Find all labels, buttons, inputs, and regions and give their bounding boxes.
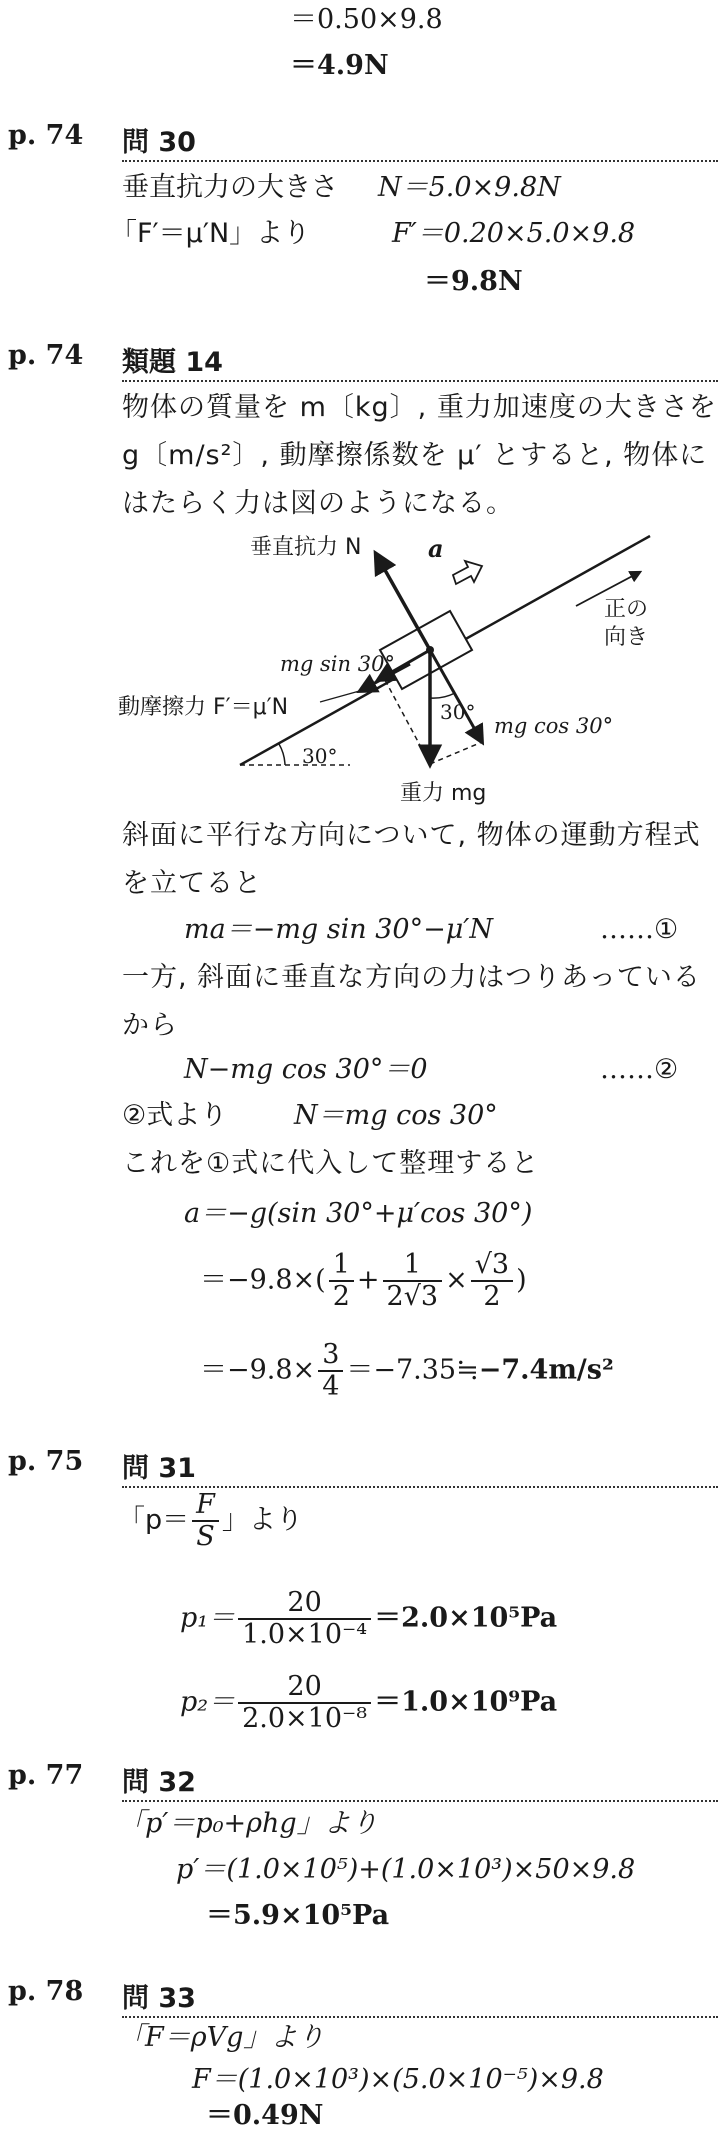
r14-eq-2: N−mg cos 30°＝0 <box>184 1054 428 1085</box>
q33-line-1: 「F＝ρVg」より <box>118 2022 325 2053</box>
q30-title: 問 30 <box>122 127 196 158</box>
r14-para-4: これを①式に代入して整理すると <box>122 1148 540 1179</box>
q33-line-3: ＝0.49N <box>206 2100 324 2131</box>
r14-page-ref: p. 74 <box>8 340 84 371</box>
q32-page-ref: p. 77 <box>8 1760 84 1791</box>
acceleration-arrow <box>453 561 482 584</box>
fig-positive-label-2: 向き <box>604 625 649 650</box>
q30-row1-label: 垂直抗力の大きさ <box>122 172 338 203</box>
q33-line-2: F＝(1.0×10³)×(5.0×10⁻⁵)×9.8 <box>192 2064 604 2095</box>
q32-line-2: p′＝(1.0×10⁵)+(1.0×10³)×50×9.8 <box>176 1854 636 1885</box>
r14-divider <box>122 380 718 382</box>
top-eq-line-2: ＝4.9N <box>290 50 389 81</box>
q30-page-ref: p. 74 <box>8 120 84 151</box>
fig-mgcos-label: mg cos 30° <box>494 714 614 738</box>
mgcos-arrow <box>430 650 482 742</box>
q31-divider <box>122 1486 718 1488</box>
q32-line-1: 「p′＝p₀+ρhg」より <box>118 1808 378 1839</box>
base-angle-arc <box>279 744 285 765</box>
r14-eq-3: N＝mg cos 30° <box>294 1100 498 1131</box>
center-dot <box>426 646 434 654</box>
q33-divider <box>122 2016 718 2018</box>
normal-force-arrow <box>376 554 430 650</box>
q30-row2-label: 「F′＝μ′N」より <box>110 218 311 249</box>
decomp-dash-3 <box>385 680 430 764</box>
r14-para-2: 斜面に平行な方向について, 物体の運動方程式を立てると <box>122 820 701 899</box>
q30-row3-eq: ＝9.8N <box>424 266 523 297</box>
r14-eq-5: ＝−9.8×( $\frac{1}{2}$ + $\frac{1}{2√3}$ × $\frac{√3}{2}$ ) <box>200 1249 527 1312</box>
fig-normal-label: 垂直抗力 N <box>250 535 362 560</box>
fig-friction-label: 動摩擦力 F′＝μ′N <box>118 695 289 720</box>
q32-divider <box>122 1800 718 1802</box>
q33-page-ref: p. 78 <box>8 1976 84 2007</box>
fig-accel-label: a <box>428 534 444 563</box>
r14-eq-1: ma＝−mg sin 30°−μ′N <box>184 914 494 945</box>
top-eq-line-1: ＝0.50×9.8 <box>290 4 443 35</box>
q31-p2: p₂＝ $\frac{20}{\text{2.0×10⁻⁸}}$ ＝1.0×10⁹Pa <box>180 1671 558 1734</box>
r14-eq-4: a＝−g(sin 30°+μ′cos 30°) <box>184 1198 533 1229</box>
r14-eq-1-tag: ……① <box>600 914 679 945</box>
q30-row2-eq: F′＝0.20×5.0×9.8 <box>392 218 636 249</box>
fig-angle-inner: 30° <box>440 700 476 724</box>
fig-angle-base: 30° <box>302 744 338 768</box>
fig-gravity-label: 重力 mg <box>400 781 487 806</box>
q31-p1: p₁＝ $\frac{20}{\text{1.0×10⁻⁴}}$ ＝2.0×10⁵Pa <box>180 1587 558 1650</box>
q32-line-3: ＝5.9×10⁵Pa <box>206 1900 390 1931</box>
q30-divider <box>122 160 718 162</box>
q30-row1-eq: N＝5.0×9.8N <box>378 172 561 203</box>
q33-title: 問 33 <box>122 1983 196 2014</box>
q32-title: 問 32 <box>122 1767 196 1798</box>
r14-eq-6: ＝−9.8× $\frac{3}{4}$ ＝−7.35≒−7.4m/s² <box>200 1339 614 1402</box>
r14-para-1: 物体の質量を m〔kg〕, 重力加速度の大きさを g〔m/s²〕, 動摩擦係数を μ′ とすると, 物体にはたらく力は図のようになる。 <box>122 392 717 519</box>
r14-para-3: 一方, 斜面に垂直な方向の力はつりあっているから <box>122 962 701 1041</box>
q31-page-ref: p. 75 <box>8 1446 84 1477</box>
decomp-dash-2 <box>430 742 482 764</box>
r14-title: 類題 14 <box>122 347 223 378</box>
q31-lead: 「p＝ $\frac{F}{S}$ 」より <box>118 1489 303 1552</box>
fig-positive-label-1: 正の <box>604 597 649 622</box>
inner-angle-arc <box>430 693 455 698</box>
fig-mgsin-label: mg sin 30° <box>280 652 395 676</box>
q31-title: 問 31 <box>122 1453 196 1484</box>
r14-eq-2-tag: ……② <box>600 1054 679 1085</box>
r14-eq-3-lead: ②式より <box>122 1100 228 1131</box>
